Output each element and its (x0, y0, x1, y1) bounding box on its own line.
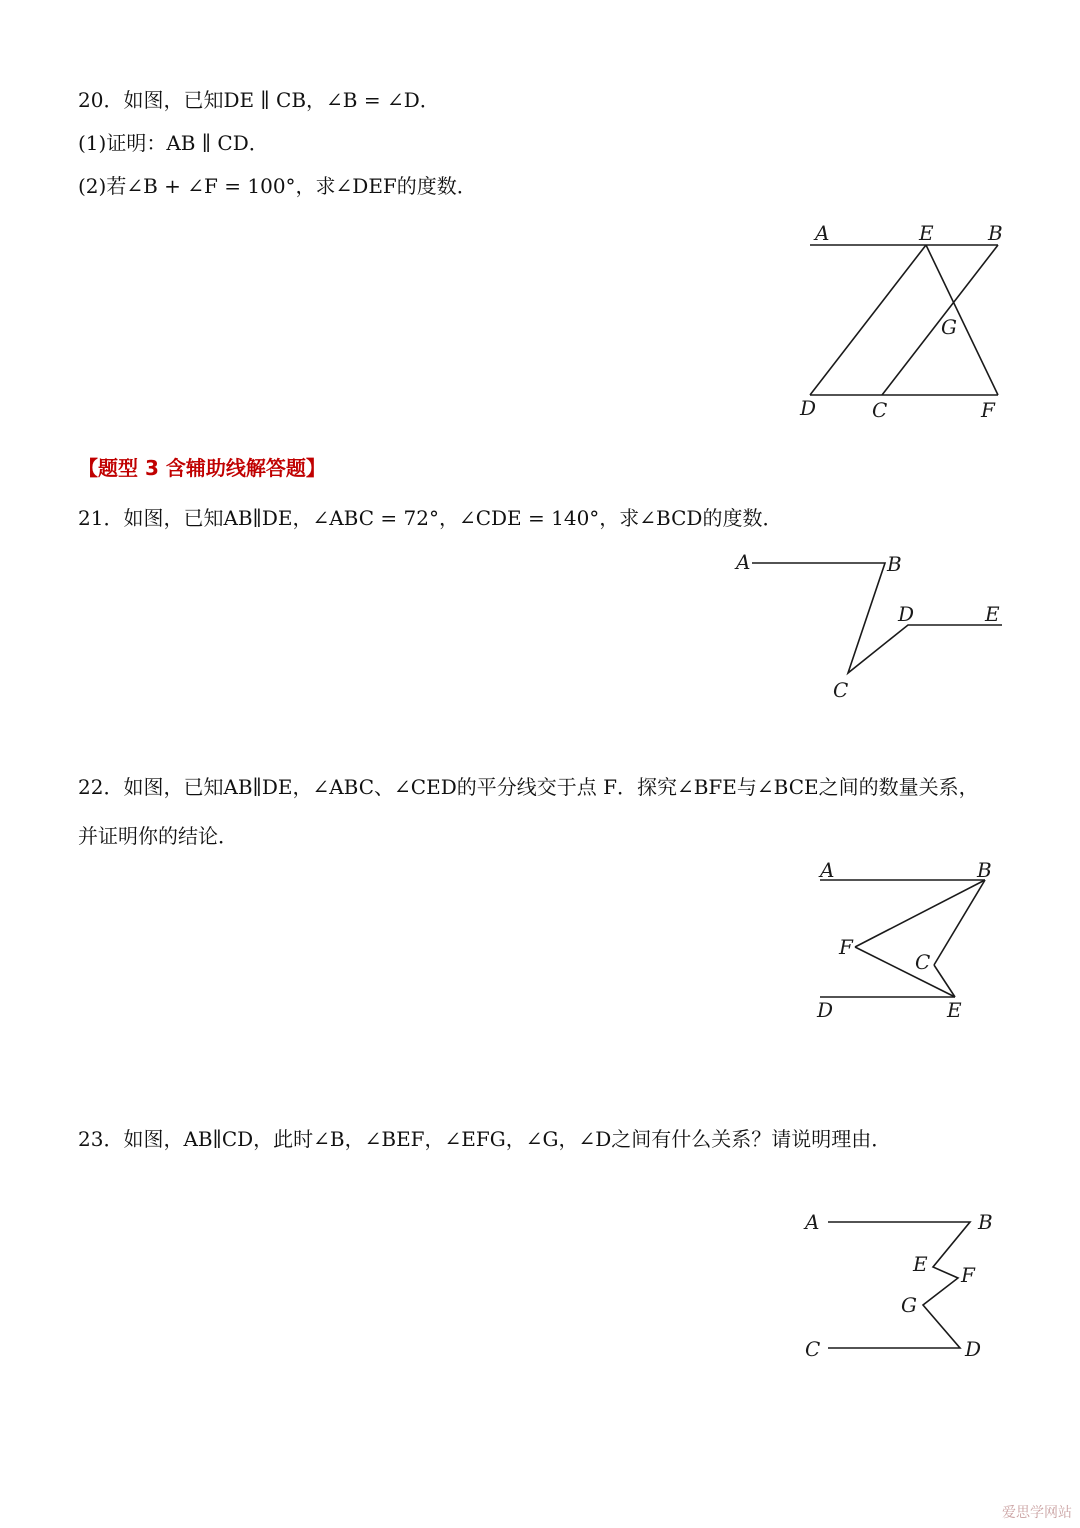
q20-label-c: C (872, 398, 888, 422)
q20-stem: 20．如图，已知DE ∥ CB，∠B = ∠D． (78, 88, 440, 112)
q22-stem-line2: 并证明你的结论． (78, 824, 238, 848)
q22-label-a: A (820, 858, 835, 882)
q21-path (752, 563, 1002, 673)
q21-label-a: A (736, 550, 751, 574)
q22-figure (810, 855, 1010, 1030)
q23-path (828, 1222, 970, 1348)
q22-label-c: C (915, 950, 931, 974)
q20-part2: (2)若∠B + ∠F = 100°，求∠DEF的度数． (78, 174, 477, 198)
q21-label-c: C (833, 678, 849, 702)
q20-label-f: F (981, 398, 995, 422)
section-title: 【题型 3 含辅助线解答题】 (78, 456, 326, 480)
q20-part1: (1)证明：AB ∥ CD． (78, 131, 269, 155)
q22-label-b: B (977, 858, 992, 882)
q21-label-e: E (985, 602, 1000, 626)
q23-figure (795, 1200, 1005, 1375)
q20-segment-bc (882, 245, 998, 395)
q23-label-c: C (805, 1337, 821, 1361)
watermark: 爱思学网站 (1002, 1505, 1072, 1521)
q20-label-a: A (815, 221, 830, 245)
q21-stem: 21．如图，已知AB∥DE，∠ABC = 72°，∠CDE = 140°，求∠BCD的度数． (78, 506, 783, 530)
q20-figure (790, 215, 1020, 430)
q23-label-g: G (901, 1293, 917, 1317)
q20-segment-ef (926, 245, 998, 395)
q21-label-d: D (898, 602, 915, 626)
q23-label-a: A (805, 1210, 820, 1234)
q20-label-e: E (919, 221, 934, 245)
q22-label-d: D (817, 998, 834, 1022)
q23-label-e: E (913, 1252, 928, 1276)
q23-stem: 23．如图，AB∥CD，此时∠B，∠BEF，∠EFG，∠G，∠D之间有什么关系？请说明理由． (78, 1127, 892, 1151)
q23-label-d: D (965, 1337, 982, 1361)
q23-label-f: F (961, 1263, 975, 1287)
q23-label-b: B (978, 1210, 993, 1234)
q22-label-f: F (839, 935, 853, 959)
q20-label-d: D (800, 396, 817, 420)
q21-figure (730, 545, 1010, 705)
q21-label-b: B (887, 552, 902, 576)
q22-stem-line1: 22．如图，已知AB∥DE，∠ABC、∠CED的平分线交于点 F．探究∠BFE与∠BCE之间的数量关系， (78, 775, 979, 799)
q22-label-e: E (947, 998, 962, 1022)
q20-label-g: G (941, 315, 957, 339)
q20-segment-ed (810, 245, 926, 395)
q20-label-b: B (988, 221, 1003, 245)
